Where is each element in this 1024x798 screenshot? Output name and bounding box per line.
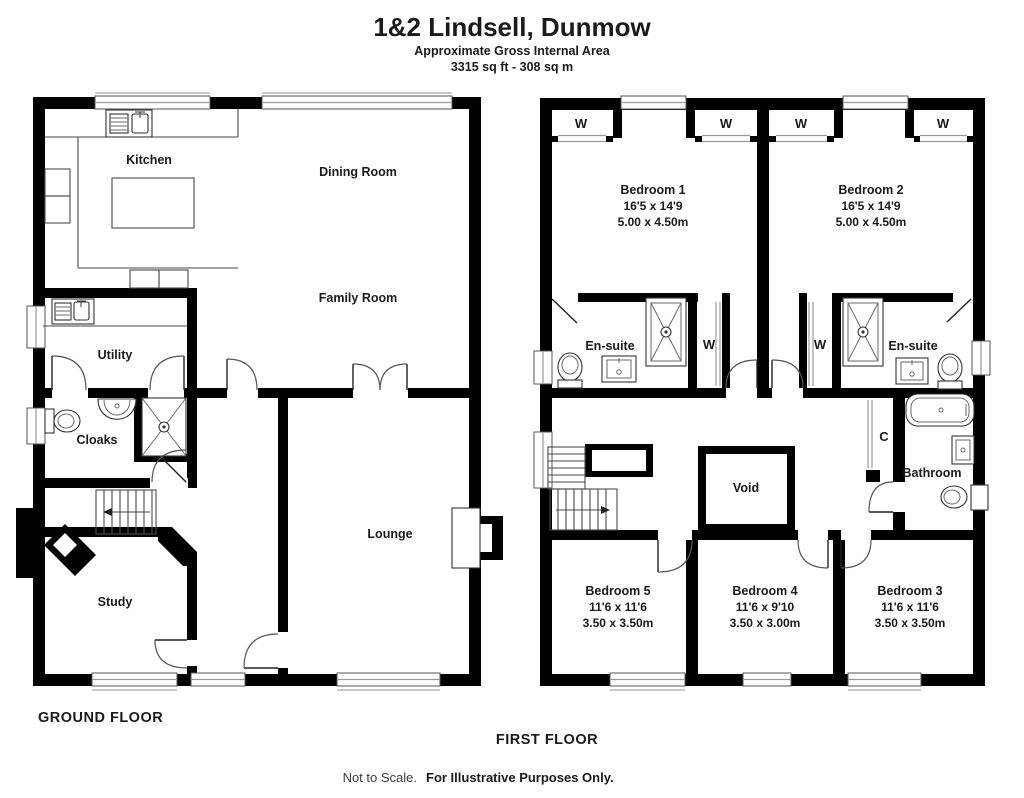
header [373, 12, 651, 74]
room-label-utility: Utility [97, 348, 133, 362]
door-arc [798, 540, 828, 568]
room-label-dining-room: Dining Room [319, 165, 397, 179]
wardrobe-label-1: W [574, 116, 588, 131]
ground-floor-plan [16, 93, 503, 690]
room-label-kitchen: Kitchen [126, 153, 172, 167]
room-label-cloaks: Cloaks [76, 433, 118, 447]
wardrobe-label-5: W [702, 337, 716, 352]
door-arc [869, 482, 893, 512]
page-title: 1&2 Lindsell, Dunmow [373, 12, 651, 42]
ensuite-left-toilet-icon [558, 353, 582, 388]
fireplace-icon [452, 508, 503, 568]
page-area: 3315 sq ft - 308 sq m [450, 60, 574, 74]
bedroom3-size-metric: 3.50 x 3.50m [874, 616, 946, 630]
ground-interior-walls [33, 288, 481, 676]
bedroom4-size-metric: 3.50 x 3.00m [729, 616, 801, 630]
door-arc [150, 356, 184, 390]
wardrobe-label-4: W [936, 116, 950, 131]
door-arc [353, 364, 380, 390]
ensuite-left-basin-icon [602, 356, 636, 382]
ensuite-right-basin-icon [896, 358, 928, 384]
footer-not-to-scale: Not to Scale. [342, 770, 417, 785]
bedroom4-size-imperial: 11'6 x 9'10 [735, 600, 795, 614]
door-arc [726, 360, 757, 388]
bedroom4-name: Bedroom 4 [732, 584, 798, 598]
footer-illustrative: For Illustrative Purposes Only. [426, 770, 614, 785]
bedroom2-name: Bedroom 2 [838, 183, 904, 197]
bedroom2-size-imperial: 16'5 x 14'9 [841, 199, 901, 213]
ground-floor-caption: GROUND FLOOR [38, 710, 164, 726]
wardrobe-label-6: W [813, 337, 827, 352]
wardrobe-label-2: W [719, 116, 733, 131]
ground-floor-labels [77, 153, 413, 609]
kitchen-sink-icon [106, 110, 152, 137]
bedroom1-name: Bedroom 1 [620, 183, 686, 197]
room-label-void: Void [732, 481, 760, 495]
door-arc [841, 540, 871, 568]
room-label-ensuite-left: En-suite [585, 339, 635, 353]
kitchen-island [112, 178, 194, 228]
bathroom-toilet-icon [941, 485, 988, 510]
door-arc [155, 640, 187, 668]
room-label-study: Study [97, 595, 133, 609]
utility-sink-icon [43, 299, 187, 326]
cloaks-shower-icon [142, 398, 186, 456]
bedroom3-name: Bedroom 3 [877, 584, 943, 598]
cloaks-toilet-icon [45, 409, 80, 433]
bedroom1-size-metric: 5.00 x 4.50m [617, 215, 689, 229]
bedroom3-size-imperial: 11'6 x 11'6 [881, 600, 939, 614]
ensuite-right-toilet-icon [938, 354, 962, 389]
room-label-lounge: Lounge [367, 527, 413, 541]
bathroom-basin-icon [952, 436, 974, 464]
wardrobe-label-3: W [794, 116, 808, 131]
bedroom1-size-imperial: 16'5 x 14'9 [623, 199, 683, 213]
bedroom2-size-metric: 5.00 x 4.50m [835, 215, 907, 229]
ensuite-right-shower-icon [843, 298, 883, 366]
bedroom5-size-metric: 3.50 x 3.50m [582, 616, 654, 630]
bedroom5-name: Bedroom 5 [585, 584, 651, 598]
room-label-family-room: Family Room [318, 291, 398, 305]
room-label-ensuite-right: En-suite [888, 339, 938, 353]
captions [38, 710, 614, 785]
first-floor-caption: FIRST FLOOR [495, 732, 599, 748]
bedroom5-size-imperial: 11'6 x 11'6 [589, 600, 647, 614]
door-arc [772, 360, 803, 388]
door-arc [244, 634, 278, 668]
bath-icon [906, 394, 974, 426]
cupboard-label: C [879, 429, 889, 444]
page-subtitle: Approximate Gross Internal Area [414, 44, 610, 58]
door-arc [52, 356, 86, 390]
door-arc [380, 364, 407, 390]
cloaks-basin-icon [98, 399, 136, 419]
door-arc [227, 359, 257, 390]
ensuite-left-shower-icon [646, 298, 686, 366]
room-label-bathroom: Bathroom [902, 466, 962, 480]
